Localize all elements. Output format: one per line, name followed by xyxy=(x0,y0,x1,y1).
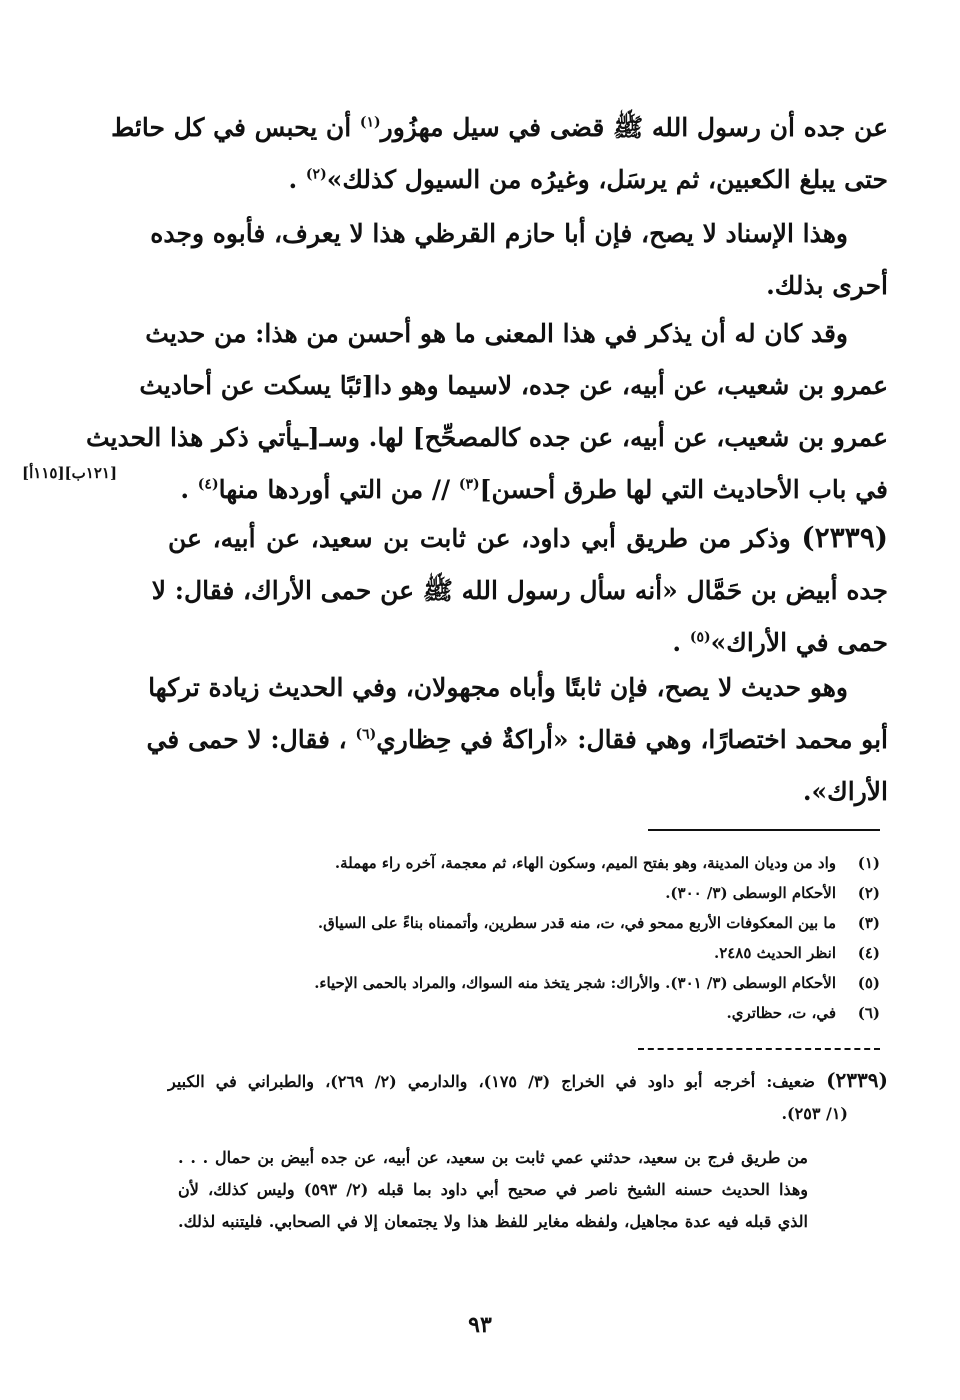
footnote-number: (٥) xyxy=(857,974,880,992)
text-line: حتى يبلغ الكعبين، ثم يرسَل، وغيرُه من السيول كذلك»$^{(٢)}$ . xyxy=(288,165,888,194)
paragraph-hadith-2339 xyxy=(151,512,888,669)
text-line: عن جده أن رسول الله ﷺ قضى في سيل مهزُور$^{(١)}$ أن يحبس في كل حائط xyxy=(111,113,888,142)
text-line: وهو حديث لا يصح، فإن ثابتًا وأباه مجهولان، وفي الحديث زيادة تركها xyxy=(148,673,848,702)
footnote-separator xyxy=(648,829,880,831)
text-line: عمرو بن شعيب، عن أبيه، عن جده كالمصحِّح] لها. وسـ[ـيأتي ذكر هذا الحديث xyxy=(85,423,888,452)
footnote-number: (١) xyxy=(857,854,880,872)
footnote-item xyxy=(200,998,880,1028)
text-line: (٢٣٣٩) وذكر من طريق أبي داود، عن ثابت بن سعيد، عن أبيه، عن xyxy=(168,521,888,554)
text-line: وهذا الإسناد لا يصح، فإن أبا حازم القرظي هذا لا يعرف، فأبوه وجده xyxy=(150,219,848,248)
footnote-text: الأحكام الوسطى (٣/ ٣٠١). والأراك: شجر يتخذ منه السواك، والمراد بالحمى الإحياء. xyxy=(314,974,836,992)
footnote-item xyxy=(200,938,880,968)
paragraph-2 xyxy=(150,208,888,312)
paragraph-1 xyxy=(111,102,888,206)
text-line: حمى في الأراك»$^{(٥)}$ . xyxy=(672,628,888,657)
footnote-ref[interactable]: (٢) xyxy=(305,166,327,183)
footnote-number: (٣) xyxy=(857,914,880,932)
footnote-item xyxy=(200,968,880,998)
footnote-text: الأحكام الوسطى (٣/ ٣٠٠). xyxy=(665,884,836,902)
paragraph-5 xyxy=(146,662,888,818)
footnote-number: (٤) xyxy=(857,944,880,962)
text-line: الذي قبله فيه عدة مجاهيل، ولفظه مغاير للفظ هذا ولا يجتمعان إلا في الصحابي. فليتنبه لذلك. xyxy=(178,1212,808,1231)
text-line: جده أبيض بن حَمَّال «أنه سأل رسول الله ﷺ عن حمى الأراك، فقال: لا xyxy=(151,576,888,605)
takhrij-commentary xyxy=(178,1142,808,1238)
footnote-item xyxy=(200,848,880,878)
footnote-text: انظر الحديث ٢٤٨٥. xyxy=(713,944,836,962)
footnote-item xyxy=(200,878,880,908)
text-line: (٢٣٣٩) ضعيف: أخرجه أبو داود في الخراج (٣/ ١٧٥)، والدارمي (٢/ ٢٦٩)، والطبراني في الكبير xyxy=(168,1068,888,1092)
hadith-number: (٢٣٣٩) xyxy=(826,1068,888,1092)
footnote-ref[interactable]: (٣) xyxy=(458,476,480,493)
footnotes-list xyxy=(200,848,880,1028)
manuscript-folio-note: [١٢١ب][١١٥أ] xyxy=(22,464,118,482)
footnote-number: (٢) xyxy=(857,884,880,902)
text-line: وقد كان له أن يذكر في هذا المعنى ما هو أحسن من هذا: من حديث xyxy=(145,319,848,348)
text-line: في باب الأحاديث التي لها طرق أحسن]$^{(٣)}$ // من التي أوردها منها$^{(٤)}$ . xyxy=(180,475,888,504)
footnote-text: ما بين المعكوفات الأربع ممحو في، ت، منه قدر سطرين، وأتممناه بناءً على السياق. xyxy=(317,914,836,932)
footnote-ref[interactable]: (٥) xyxy=(689,629,711,646)
footnote-ref[interactable]: (٤) xyxy=(197,476,219,493)
page-number: ٩٣ xyxy=(468,1312,492,1338)
footnote-number: (٦) xyxy=(857,1004,880,1022)
takhrij-separator xyxy=(638,1048,880,1050)
text-line: وهذا الحديث حسنه الشيخ ناصر في صحيح أبي داود بما قبله (٢/ ٥٩٣) وليس كذلك، لأن xyxy=(178,1180,808,1199)
text-line: الأراك». xyxy=(802,777,888,806)
text-line: من طريق فرج بن سعيد، حدثني عمي ثابت بن سعيد، عن أبيه، عن جده أبيض بن حمال . . . xyxy=(178,1148,809,1167)
hadith-number: (٢٣٣٩) xyxy=(801,521,888,554)
paragraph-3 xyxy=(85,308,888,516)
footnote-item xyxy=(200,908,880,938)
footnote-ref[interactable]: (٦) xyxy=(355,726,377,743)
text-line: أبو محمد اختصارًا، وهي فقال: «أراكةٌ في حِظاري$^{(٦)}$ ، فقال: لا حمى في xyxy=(146,725,888,754)
takhrij-section xyxy=(168,1064,888,1130)
text-line: (١/ ٢٥٣). xyxy=(781,1104,848,1123)
footnote-text: واد من وديان المدينة، وهو بفتح الميم، وسكون الهاء، ثم معجمة، آخره راء مهملة. xyxy=(334,854,836,872)
footnote-ref[interactable]: (١) xyxy=(359,114,381,131)
text-line: أحرى بذلك. xyxy=(766,271,888,300)
footnote-text: في، ت، حظاتري. xyxy=(726,1004,836,1022)
text-line: عمرو بن شعيب، عن أبيه، عن جده، لاسيما وهو دا[ئبًا يسكت عن أحاديث xyxy=(139,371,888,400)
